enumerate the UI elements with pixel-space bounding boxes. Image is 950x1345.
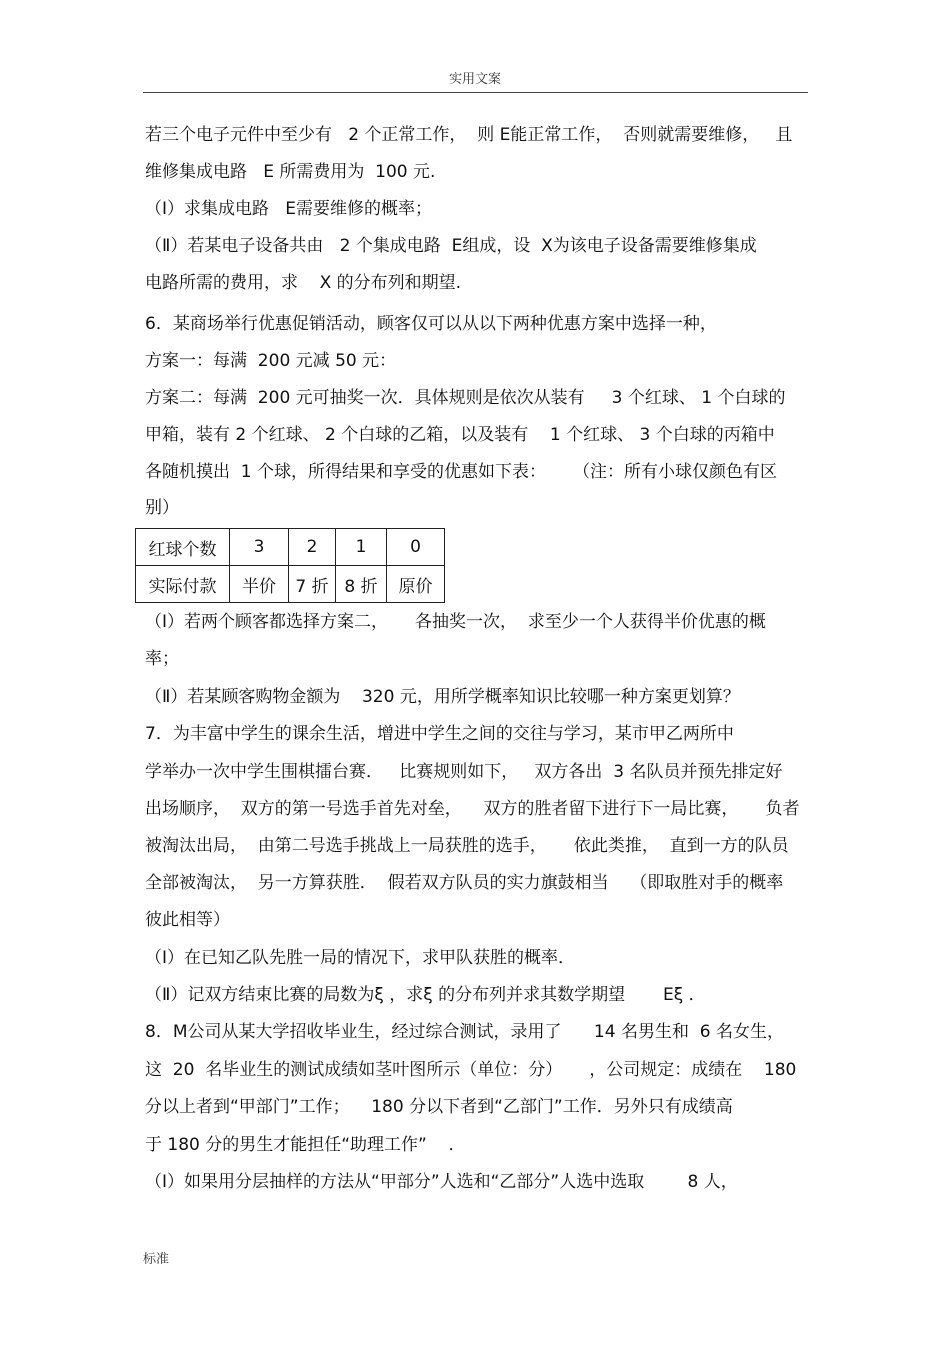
discount-table <box>135 528 445 603</box>
table-cell: 2 <box>289 529 336 566</box>
table-row <box>136 566 445 603</box>
table-cell: 原价 <box>387 566 445 603</box>
table-row <box>136 529 445 566</box>
table-cell: 8 折 <box>336 566 387 603</box>
text-line: （Ⅱ）若某顾客购物金额为 320 元，用所学概率知识比较哪一种方案更划算？ <box>145 687 740 707</box>
text-line: （Ⅱ）记双方结束比赛的局数为ξ ，求ξ 的分布列并求其数学期望 Eξ ． <box>145 985 706 1005</box>
table-cell: 半价 <box>230 566 289 603</box>
page-header: 实用文案 <box>448 72 501 87</box>
text-line: 被淘汰出局， 由第二号选手挑战上一局获胜的选手， 依此类推， 直到一方的队员 <box>145 836 789 856</box>
text-line: 分以上者到“甲部门”工作； 180 分以下者到“乙部门”工作．另外只有成绩高 <box>145 1097 733 1117</box>
table-cell: 1 <box>336 529 387 566</box>
text-line: （Ⅱ）若某电子设备共由 2 个集成电路 E组成，设 X为该电子设备需要维修集成 <box>145 236 757 256</box>
text-line: （Ⅰ）若两个顾客都选择方案二， 各抽奖一次， 求至少一个人获得半价优惠的概 <box>145 612 766 632</box>
text-line: 各随机摸出 1 个球，所得结果和享受的优惠如下表： （注：所有小球仅颜色有区 <box>145 462 778 482</box>
text-line: 出场顺序， 双方的第一号选手首先对垒， 双方的胜者留下进行下一局比赛， 负者 <box>145 799 800 819</box>
text-line: 别） <box>145 498 179 518</box>
text-line: 方案二：每满 200 元可抽奖一次．具体规则是依次从装有 3 个红球、 1 个白球的 <box>145 388 786 408</box>
text-line: 率； <box>145 649 179 669</box>
text-line: 彼此相等） <box>145 910 230 930</box>
table-cell: 红球个数 <box>136 529 230 566</box>
text-line: （Ⅰ）求集成电路 E需要维修的概率； <box>145 199 432 219</box>
text-line: 电路所需的费用，求 X 的分布列和期望. <box>145 273 462 293</box>
table-cell: 0 <box>387 529 445 566</box>
text-line: 8．M公司从某大学招收毕业生，经过综合测试，录用了 14 名男生和 6 名女生， <box>145 1022 784 1042</box>
text-line: （Ⅰ）如果用分层抽样的方法从“甲部分”人选和“乙部分”人选中选取 8 人， <box>145 1172 738 1192</box>
text-line: 学举办一次中学生围棋擂台赛． 比赛规则如下， 双方各出 3 名队员并预先排定好 <box>145 762 783 782</box>
text-line: 全部被淘汰， 另一方算获胜． 假若双方队员的实力旗鼓相当 （即取胜对手的概率 <box>145 873 784 893</box>
header-rule <box>143 92 808 93</box>
text-line: 这 20 名毕业生的测试成绩如茎叶图所示（单位：分） ，公司规定：成绩在 180 <box>145 1060 797 1080</box>
table-cell: 7 折 <box>289 566 336 603</box>
text-line: （Ⅰ）在已知乙队先胜一局的情况下，求甲队获胜的概率． <box>145 948 576 968</box>
table-cell: 3 <box>230 529 289 566</box>
text-line: 于 180 分的男生才能担任“助理工作” ． <box>145 1135 466 1155</box>
text-line: 若三个电子元件中至少有 2 个正常工作， 则 E能正常工作， 否则就需要维修， 且 <box>145 125 793 145</box>
text-line: 方案一：每满 200 元减 50 元： <box>145 351 397 371</box>
table-cell: 实际付款 <box>136 566 230 603</box>
text-line: 维修集成电路 E 所需费用为 100 元. <box>145 162 436 182</box>
text-line: 6．某商场举行优惠促销活动，顾客仅可以从以下两种优惠方案中选择一种， <box>145 314 717 334</box>
text-line: 甲箱，装有 2 个红球、 2 个白球的乙箱，以及装有 1 个红球、 3 个白球的丙箱中 <box>145 425 775 445</box>
page-footer: 标准 <box>143 1252 170 1267</box>
text-line: 7．为丰富中学生的课余生活，增进中学生之间的交往与学习，某市甲乙两所中 <box>145 724 734 744</box>
